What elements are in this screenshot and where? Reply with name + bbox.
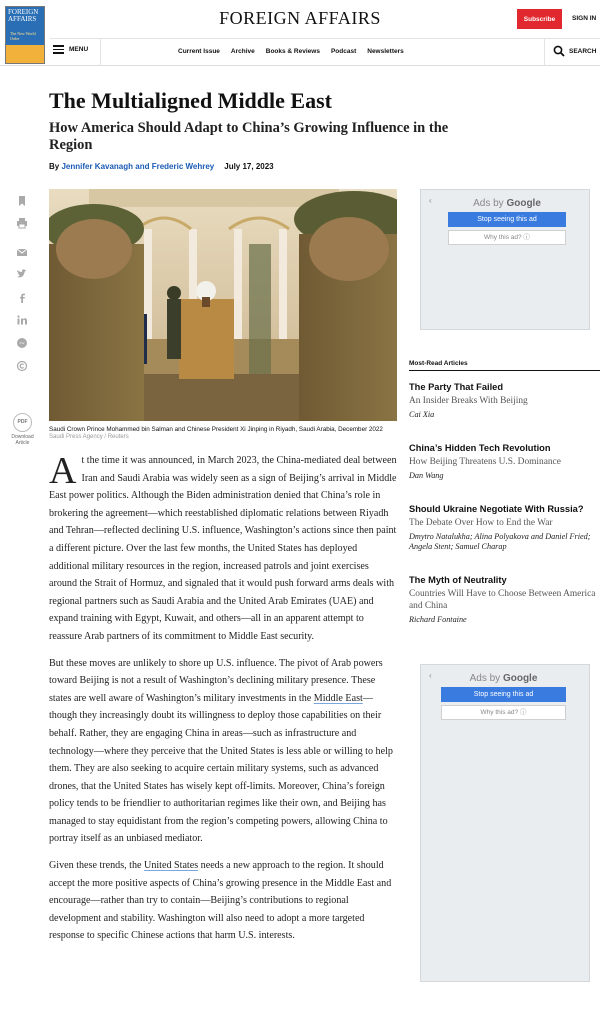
nav-separator [544,38,545,66]
copyright-icon[interactable] [16,360,28,372]
article-body [49,452,397,954]
paragraph-text: Given these trends, the [49,860,145,872]
email-icon[interactable] [16,246,28,258]
most-read-item[interactable] [409,575,599,625]
nav-divider [50,38,600,39]
article-paragraph [49,452,397,646]
search-icon [553,45,565,57]
download-article-label[interactable]: Download Article [11,434,34,446]
nav-newsletters[interactable]: Newsletters [367,48,404,55]
most-read-subtitle: How Beijing Threatens U.S. Dominance [409,457,561,467]
paragraph-text: —though they increasingly doubt its willingness to deploy those capabilities on their behalf. Rather, they are engaging China in areas—such as infrastructure and technology—where they perceive that the United States is less able or willing to help them. They are also seeking to acquire certain military systems, such as advanced drones, that the United States has wisely kept off-limits. Moreover, China’s foreign policy tends to be friendlier to authoritarian regimes like their own, and Beijing has managed to stay equidistant from the region’s competing powers, allowing China to portray itself as an unbiased mediator. [49,692,393,845]
most-read-title[interactable]: The Myth of Neutrality [409,575,507,585]
twitter-icon[interactable] [16,268,28,280]
most-read-title[interactable]: The Party That Failed [409,382,504,392]
ads-by-google-label: Ads by Google [473,198,541,209]
primary-nav [178,48,404,55]
sign-in-link[interactable]: SIGN IN [572,15,597,22]
publish-date: July 17, 2023 [224,162,274,171]
thumbnail-title: FOREIGN AFFAIRS [8,8,39,23]
drop-cap: A [49,450,77,492]
menu-label: MENU [69,46,89,53]
ad-slot [420,664,590,982]
image-credit: Saudi Press Agency / Reuters [49,434,129,440]
stop-seeing-ad-button[interactable]: Stop seeing this ad [448,212,566,227]
search-label: SEARCH [569,47,597,55]
nav-podcast[interactable]: Podcast [330,48,357,55]
messenger-icon[interactable] [16,337,28,349]
pdf-download-button[interactable]: PDF [13,413,32,432]
image-caption: Saudi Crown Prince Mohammed bin Salman and Chinese President Xi Jinping in Riyadh, Saudi Arabia, December 2022 [49,426,383,433]
most-read-rule [409,370,600,371]
byline [49,162,274,171]
most-read-item[interactable] [409,504,599,552]
most-read-author: Dan Wang [409,471,444,480]
hamburger-icon [53,45,64,54]
most-read-subtitle: Countries Will Have to Choose Between America and China [409,589,596,611]
paragraph-text: t the time it was announced, in March 2023, the China-mediated deal between Iran and Saudi Arabia was widely seen as a sign of Beijing’s arrival in Middle East power politics. Although the Biden administration denied that China’s role in brokering the agreement—which reestablished diplomatic relations between Riyadh and Tehran—reflected declining U.S. influence, Washington’s actions since then paint a different picture. Over the last few months, the United States has deployed additional military resources in the region, increased patrols and joint exercises around the Strait of Hormuz, and signaled that it would push forward arms deals with regional partners such as Saudi Arabia and the United Arab Emirates (UAE) and expand training with Egypt, Kuwait, and others—all in an apparent attempt to reassure Arab partners of its commitment to Middle East security. [49,455,397,642]
most-read-item[interactable] [409,443,599,481]
stop-seeing-ad-button[interactable]: Stop seeing this ad [441,687,566,702]
paragraph-text: But these moves are unlikely to shore up U.S. influence. The pivot of Arab powers toward Beijing is not a result of Washington’s declining military presence. These states are well aware of Washington’s military investments in the [49,657,383,704]
middle-east-link[interactable]: Middle East [313,692,363,704]
facebook-icon[interactable] [16,292,28,304]
most-read-subtitle: An Insider Breaks With Beijing [409,396,528,406]
article-subtitle: How America Should Adapt to China’s Growing Influence in the Region [49,120,449,153]
article-paragraph [49,857,397,945]
why-this-ad-button[interactable]: Why this ad? ⓘ [448,230,566,245]
nav-books-reviews[interactable]: Books & Reviews [265,48,320,55]
search-button[interactable] [553,45,596,57]
most-read-author: Dmytro Natalukha; Alina Polyakova and Daniel Fried; Angela Stent; Samuel Charap [409,532,591,551]
ads-by-google-label: Ads by Google [469,673,538,684]
subscribe-button[interactable]: Subscribe [517,9,562,29]
menu-button[interactable] [53,45,88,54]
site-logo[interactable]: FOREIGN AFFAIRS [219,8,381,28]
ad-back-icon[interactable]: ‹ [429,196,432,205]
most-read-author: Cai Xia [409,410,435,419]
most-read-heading: Most-Read Articles [409,360,468,367]
most-read-item[interactable] [409,382,599,420]
article-paragraph [49,655,397,849]
thumbnail-tagline: The New World Order [10,31,36,41]
nav-separator [100,38,101,66]
why-this-ad-button[interactable]: Why this ad? ⓘ [441,705,566,720]
ad-back-icon[interactable]: ‹ [429,671,432,680]
byline-prefix: By [49,162,62,171]
ad-choices-panel [448,198,566,245]
bookmark-icon[interactable] [16,195,28,207]
author-links[interactable]: Jennifer Kavanagh and Frederic Wehrey [61,162,215,171]
article-title: The Multialigned Middle East [49,88,332,113]
most-read-author: Richard Fontaine [409,615,467,624]
print-icon[interactable] [16,217,28,229]
ad-slot [420,189,590,330]
most-read-title[interactable]: Should Ukraine Negotiate With Russia? [409,504,584,514]
nav-current-issue[interactable]: Current Issue [178,48,220,55]
site-header [0,0,600,66]
united-states-link[interactable]: United States [144,860,199,872]
ad-choices-panel [441,673,566,720]
most-read-title[interactable]: China’s Hidden Tech Revolution [409,443,551,453]
paragraph-text: needs a new approach to the region. It should accept the more positive aspects of China’s growing presence in the Middle East and encourage—rather than try to contain—Beijing’s contributions to regional development and stability. Washington will also need to adopt a more targeted response to specific Chinese actions that harm U.S. interests. [49,860,392,942]
thumbnail-cover-art [6,45,44,63]
nav-archive[interactable]: Archive [230,48,255,55]
linkedin-icon[interactable] [16,314,28,326]
article-hero-image [49,189,397,421]
most-read-subtitle: The Debate Over How to End the War [409,518,553,528]
